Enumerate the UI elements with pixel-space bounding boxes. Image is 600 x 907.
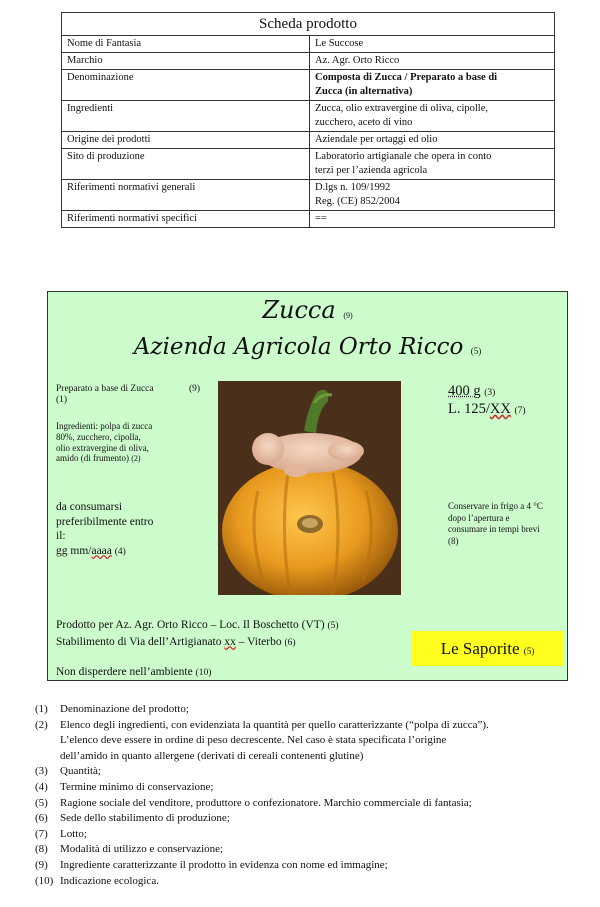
sheet-value <box>310 53 555 70</box>
footnote-item <box>35 858 595 874</box>
sheet-value-line: terzi per l’azienda agricola <box>315 165 428 176</box>
sheet-row <box>62 101 555 132</box>
sheet-value <box>310 101 555 132</box>
label-storage: Conservare in frigo a 4 °C dopo l’apertura e consumare in tempi brevi (8) <box>448 501 543 546</box>
footnote-number: (10) <box>35 874 54 887</box>
footnote-number: (5) <box>35 796 48 809</box>
sheet-title: Scheda prodotto <box>62 13 555 36</box>
baby-on-pumpkin-photo <box>218 381 401 595</box>
sheet-value-line: Le Succose <box>315 38 364 49</box>
footnote-item <box>35 764 595 780</box>
sheet-key: Riferimenti normativi generali <box>62 180 310 211</box>
label-expiry: da consumarsi preferibilmente entro il: gg mm/aaaa (4) <box>56 501 154 557</box>
sheet-key: Origine dei prodotti <box>62 132 310 149</box>
sheet-value-line: zucchero, aceto di vino <box>315 117 413 128</box>
sheet-value-line: == <box>315 213 327 224</box>
footnote-number: (7) <box>35 827 48 840</box>
note-ref: (5) <box>470 346 482 356</box>
footnote-number: (4) <box>35 780 48 793</box>
footnote-number: (6) <box>35 812 48 825</box>
footnote-text: Sede dello stabilimento di produzione; <box>60 812 230 825</box>
footnote-number: (9) <box>35 858 48 871</box>
footnotes-list <box>35 702 595 889</box>
footnote-number: (3) <box>35 765 48 778</box>
sheet-value <box>310 211 555 228</box>
footnote-number: (8) <box>35 843 48 856</box>
pumpkin-illustration <box>218 381 401 595</box>
note-ref: (9) <box>343 311 353 320</box>
footnote-text: Termine minimo di conservazione; <box>60 780 214 793</box>
footnote-item <box>35 842 595 858</box>
footnote-item <box>35 718 595 765</box>
sheet-value-line: Reg. (CE) 852/2004 <box>315 196 400 207</box>
brand-box: Le Saporite (5) <box>411 631 564 666</box>
sheet-row <box>62 70 555 101</box>
sheet-value <box>310 149 555 180</box>
label-producer: Prodotto per Az. Agr. Orto Ricco – Loc. Il Boschetto (VT) (5) Stabilimento di Via dell’Artigianato xx – Viterbo (6) <box>56 619 339 648</box>
footnote-text: dell’amido in quanto allergene (derivati di cereali contenenti glutine) <box>60 749 364 762</box>
sheet-value <box>310 70 555 101</box>
sheet-key: Ingredienti <box>62 101 310 132</box>
sheet-value <box>310 132 555 149</box>
footnote-text: Lotto; <box>60 827 87 840</box>
sheet-key: Marchio <box>62 53 310 70</box>
footnote-text: Modalità di utilizzo e conservazione; <box>60 843 224 856</box>
sheet-key: Denominazione <box>62 70 310 101</box>
footnote-text: Ragione sociale del venditore, produttore o confezionatore. Marchio commerciale di fantasia; <box>60 796 472 809</box>
product-label <box>47 291 568 681</box>
label-company: Azienda Agricola Orto Ricco (5) <box>133 334 482 360</box>
footnote-text: L’elenco deve essere in ordine di peso decrescente. Nel caso è stata specificata l’origine <box>60 734 447 747</box>
label-quantity-lot: 400 g (3) L. 125/XX (7) <box>448 383 526 417</box>
footnote-text: Denominazione del prodotto; <box>60 703 189 715</box>
sheet-value-line: Az. Agr. Orto Ricco <box>315 55 400 66</box>
footnote-number: (2) <box>35 718 48 731</box>
footnote-item <box>35 874 595 890</box>
sheet-row <box>62 149 555 180</box>
footnote-text: Indicazione ecologica. <box>60 874 159 887</box>
sheet-value-line: Laboratorio artigianale che opera in conto <box>315 151 492 162</box>
footnote-number: (1) <box>35 703 48 715</box>
footnote-item <box>35 827 595 843</box>
sheet-key: Riferimenti normativi specifici <box>62 211 310 228</box>
footnote-item <box>35 780 595 796</box>
label-title: Zucca (9) <box>262 296 353 324</box>
sheet-row <box>62 53 555 70</box>
label-eco: Non disperdere nell’ambiente (10) <box>56 666 212 678</box>
sheet-value-line: Composta di Zucca / Preparato a base di <box>315 72 498 83</box>
footnote-text: Ingrediente caratterizzante il prodotto in evidenza con nome ed immagine; <box>60 858 388 871</box>
sheet-value-line: Zucca, olio extravergine di oliva, cipolle, <box>315 103 488 114</box>
sheet-row <box>62 180 555 211</box>
label-denomination: Preparato a base di Zucca (9) (1) <box>56 384 201 405</box>
footnote-item <box>35 796 595 812</box>
product-sheet-table <box>61 12 555 228</box>
sheet-row <box>62 132 555 149</box>
sheet-row <box>62 36 555 53</box>
sheet-value <box>310 180 555 211</box>
footnote-text: Quantità; <box>60 765 101 778</box>
sheet-value-line: Aziendale per ortaggi ed olio <box>315 134 438 145</box>
label-ingredients: Ingredienti: polpa di zucca 80%, zucchero, cipolla, olio extravergine di oliva, amido (di frumento) (2) <box>56 421 153 464</box>
sheet-key: Sito di produzione <box>62 149 310 180</box>
sheet-value <box>310 36 555 53</box>
sheet-value-line: Zucca (in alternativa) <box>315 86 413 97</box>
sheet-row <box>62 211 555 228</box>
footnote-item <box>35 811 595 827</box>
footnote-text: Elenco degli ingredienti, con evidenziata la quantità per quello caratterizzante (“polpa di zucca”). <box>60 718 489 731</box>
footnote-item <box>35 702 595 718</box>
sheet-value-line: D.lgs n. 109/1992 <box>315 182 391 193</box>
sheet-key: Nome di Fantasia <box>62 36 310 53</box>
